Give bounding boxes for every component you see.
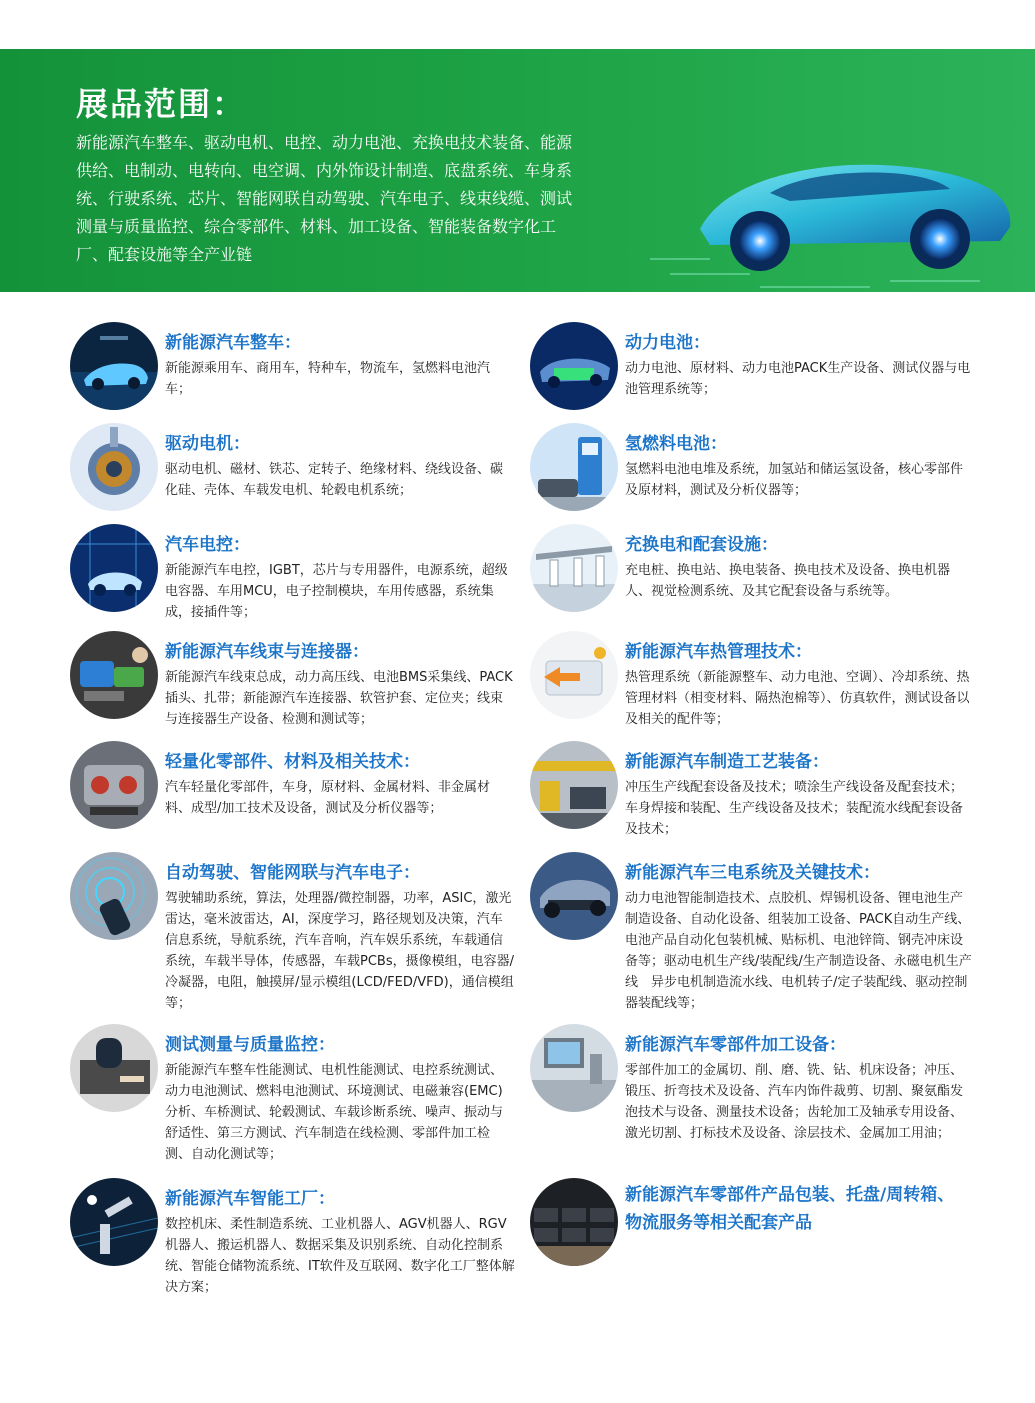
category-title: 新能源汽车线束与连接器： <box>165 642 369 662</box>
concept-car-photo <box>70 322 158 410</box>
banner-description: 新能源汽车整车、驱动电机、电控、动力电池、充换电技术装备、能源供给、电制动、电转向、电空调、内外饰设计制造、底盘系统、车身系统、行驶系统、芯片、智能网联自动驾驶、汽车电子、线束线缆、测试测量与质量监控、综合零部件、材料、加工设备、智能装备数字化工厂、配套设施等全产业链 <box>76 133 573 264</box>
category-title: 充换电和配套设施： <box>625 535 778 555</box>
circuit-car-photo <box>70 524 158 612</box>
category-title: 新能源汽车制造工艺装备： <box>625 752 829 772</box>
category-title: 自动驾驶、智能网联与汽车电子： <box>165 863 420 883</box>
category-title: 新能源汽车智能工厂： <box>165 1189 335 1209</box>
category-description: 氢燃料电池电堆及系统，加氢站和储运氢设备，核心零部件及原材料，测试及分析仪器等； <box>625 462 964 498</box>
category-description: 新能源汽车整车性能测试、电机性能测试、电控系统测试、动力电池测试、燃料电池测试、环境测试、电磁兼容(EMC)分析、车桥测试、轮毂测试、车载诊断系统、噪声、振动与舒适性、第三方测试、汽车制造在线检测、零部件加工检测、自动化测试等； <box>165 1063 504 1162</box>
category-title: 新能源汽车三电系统及关键技术： <box>625 863 880 883</box>
category-title: 动力电池： <box>625 333 710 353</box>
engine-photo <box>70 741 158 829</box>
motor-photo <box>70 423 158 511</box>
category-description: 新能源汽车电控，IGBT，芯片与专用器件，电源系统，超级电容器、车用MCU，电子控制模块，车用传感器，系统集成，接插件等； <box>165 563 508 620</box>
charging-station-photo <box>530 524 618 612</box>
category-description: 汽车轻量化零部件，车身，原材料、金属材料、非金属材料、成型/加工技术及设备，测试及分析仪器等； <box>165 780 491 816</box>
category-description: 热管理系统（新能源整车、动力电池、空调）、冷却系统、热管理材料（相变材料、隔热泡棉等）、仿真软件，测试设备以及相关的配件等； <box>625 670 970 727</box>
autonomous-car-photo <box>70 852 158 940</box>
category-title: 轻量化零部件、材料及相关技术： <box>165 752 420 772</box>
category-description: 动力电池智能制造技术、点胶机、焊锡机设备、锂电池生产制造设备、自动化设备、组装加工设备、PACK自动生产线、电池产品自动化包装机械、贴标机、电池锌筒、钢壳冲床设备等；驱动电机生产线/装配线/生产制造设备、永磁电机生产线 异步电机制造流水线、电机转子/定子装配线、驱动控制器装配线等； <box>625 891 972 1011</box>
category-description: 动力电池、原材料、动力电池PACK生产设备、测试仪器与电池管理系统等； <box>625 361 971 397</box>
category-title: 测试测量与质量监控： <box>165 1035 335 1055</box>
category-title: 新能源汽车零部件产品包装、托盘/周转箱、物流服务等相关配套产品 <box>625 1185 955 1233</box>
category-title: 汽车电控： <box>165 535 250 555</box>
category-description: 冲压生产线配套设备及技术；喷涂生产线设备及配套技术；车身焊接和装配、生产线设备及技术；装配流水线配套设备及技术； <box>625 780 964 837</box>
robot-arm-photo <box>70 1178 158 1266</box>
category-title: 新能源汽车热管理技术： <box>625 642 812 662</box>
category-title: 新能源汽车整车： <box>165 333 301 353</box>
category-description: 充电桩、换电站、换电装备、换电技术及设备、换电机器人、视觉检测系统、及其它配套设备与系统等。 <box>625 563 951 599</box>
machining-photo <box>530 1024 618 1112</box>
assembly-line-photo <box>530 741 618 829</box>
category-title: 驱动电机： <box>165 434 250 454</box>
category-description: 新能源汽车线束总成，动力高压线、电池BMS采集线、PACK插头、扎带；新能源汽车连接器、软管护套、定位夹；线束与连接器生产设备、检测和测试等； <box>165 670 513 727</box>
category-description: 数控机床、柔性制造系统、工业机器人、AGV机器人、RGV机器人、搬运机器人、数据采集及识别系统、自动化控制系统、智能仓储物流系统、IT软件及互联网、数字化工厂整体解决方案； <box>165 1217 515 1295</box>
battery-car-photo <box>530 322 618 410</box>
concept-car-icon <box>640 109 1020 292</box>
category-title: 氢燃料电池： <box>625 434 727 454</box>
category-title: 新能源汽车零部件加工设备： <box>625 1035 846 1055</box>
category-description: 零部件加工的金属切、削、磨、铣、钻、机床设备；冲压、锻压、折弯技术及设备、汽车内饰件裁剪、切割、聚氨酯发泡技术与设备、测量技术设备；齿轮加工及轴承专用设备、激光切割、打标技术及设备、涂层技术、金属加工用油； <box>625 1063 964 1141</box>
chassis-photo <box>530 852 618 940</box>
exhibit-scope-banner <box>0 49 1035 292</box>
thermal-photo <box>530 631 618 719</box>
hydrogen-station-photo <box>530 423 618 511</box>
category-description: 新能源乘用车、商用车，特种车，物流车，氢燃料电池汽车； <box>165 361 491 397</box>
category-description: 驱动电机、磁材、铁芯、定转子、绝缘材料、绕线设备、碳化硅、壳体、车载发电机、轮毂电机系统； <box>165 462 504 498</box>
inspection-photo <box>70 1024 158 1112</box>
connector-photo <box>70 631 158 719</box>
packaging-photo <box>530 1178 618 1266</box>
banner-title: 展品范围： <box>76 85 247 123</box>
category-description: 驾驶辅助系统，算法，处理器/微控制器，功率，ASIC，激光雷达，毫米波雷达，AI，深度学习，路径规划及决策，汽车信息系统，导航系统，汽车音响，汽车娱乐系统，车载通信系统，车载半导体，传感器，车载PCBs，摄像模组，电容器/冷凝器，电阻，触摸屏/显示模组(LCD/FED/VFD)，通信模组等； <box>165 891 514 1011</box>
